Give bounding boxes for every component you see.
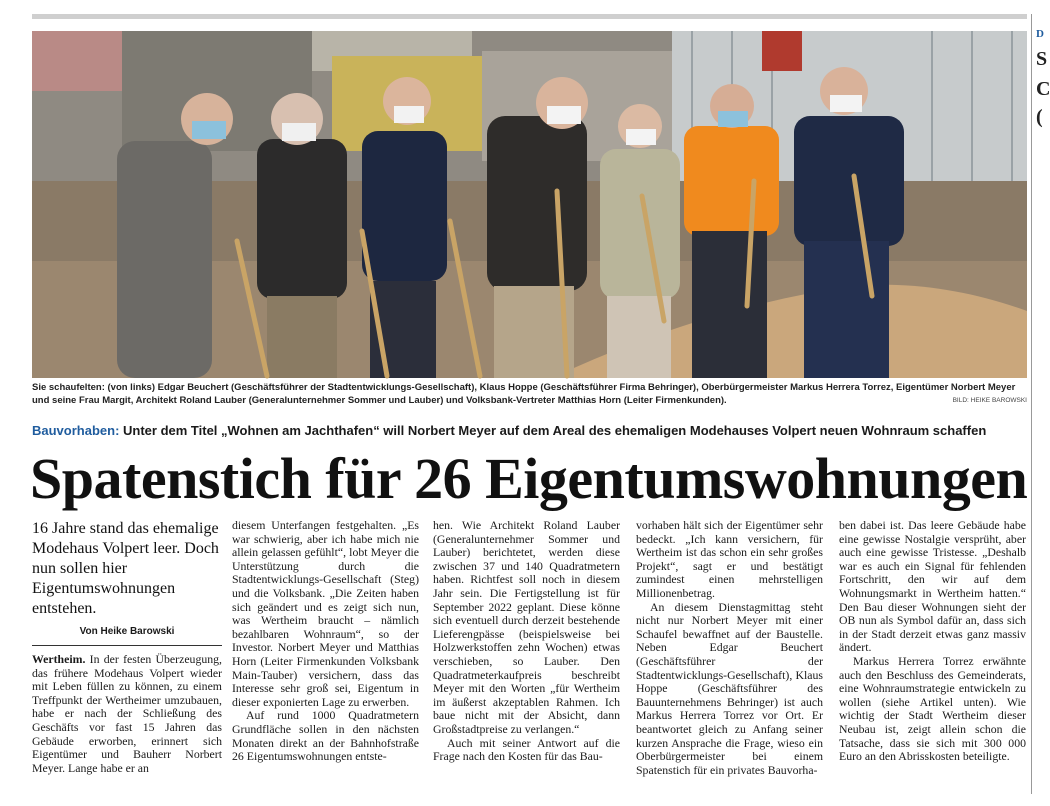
col4-para-2: An diesem Dienstagmittag steht nicht nur Norbert Meyer mit einer Schaufel bewaffnet auf der Baustelle. Neben Edgar Beuchert (Geschäftsführer der Stadtentwicklungs-Gesellschaft), Klaus Hoppe (Geschäftsführer des Bauunternehmens Behringer) ist auch Markus Herrera Torrez vor Ort. Er beantwortet gleich zu Anfang seiner kurzen Ansprache die Frage, wieso ein Oberbürgermeister bei einem Spatenstich für ein privates Bauvorha-	[636, 599, 823, 777]
photo-caption	[32, 382, 1027, 407]
col2-para-1: diesem Unterfangen festgehalten. „Es war schwierig, aber ich habe mich nie allein gelassen gefühlt“, lobt Meyer die Unterstützung durch die Stadtentwicklungs-Gesellschaft (Steg) und die Volksbank. „Die Zeiten haben sich geändert und es zeigt sich nun, was Wertheim braucht – nämlich bezahlbaren Wohnraum“, so der Investor. Norbert Meyer und Matthias Horn (Leiter Firmenkunden Volksbank Main-Tauber) versichern, dass das Interesse sehr groß sei, Eigentum in dieser exponierten Lage zu erwerben.	[232, 518, 419, 709]
edge-kicker: D	[1036, 28, 1044, 40]
col3-para-2: Auch mit seiner Antwort auf die Frage nach den Kosten für das Bau-	[433, 735, 620, 764]
byline-rule	[32, 645, 222, 646]
col5-para-2: Markus Herrera Torrez erwähnte auch den Beschluss des Gemeinderats, eine Wohnraumstrategie entwickeln zu wollen (siehe Artikel unten). Wie wichtig der Stadt Wertheim dieser Neubau ist, zeigt allein schon die Tatsache, dass sie sich mit 300 000 Euro an den Abrisskosten beteiligte.	[839, 653, 1026, 764]
edge-head-2: C	[1036, 78, 1050, 100]
dateline: Wertheim.	[32, 652, 86, 666]
col5-para-1: ben dabei ist. Das leere Gebäude habe eine gewisse Nostalgie versprüht, aber auch eine gewisse Tristesse. „Deshalb war es auch ein Signal für fehlenden Fortschritt, den wir auf dem Wohnungsmarkt in Wertheim hatten.“ Den Bau dieser Wohnungen sieht der OB nun als Symbol dafür an, dass sich in der Stadt derzeit etwas ganz massiv ändert.	[839, 518, 1026, 655]
column-1	[32, 653, 222, 775]
article-headline: Spatenstich für 26 Eigentumswohnungen	[30, 446, 1028, 511]
column-3	[433, 519, 620, 764]
col2-para-2: Auf rund 1000 Quadratmetern Grundfläche sollen in den nächsten Monaten direkt an der Bahnhofstraße 26 Eigentumswohnungen entste-	[232, 708, 419, 764]
column-5	[839, 519, 1026, 764]
article-kicker	[32, 423, 986, 438]
col3-para-1: hen. Wie Architekt Roland Lauber (Generalunternehmer Sommer und Lauber) berichtetet, werden diese zwischen 37 und 140 Quadratmetern haben. Richtfest soll noch in diesem Jahr sein. Die Fertigstellung ist für September 2022 geplant. Diese könne sich eventuell durch derzeit bestehende Lieferengpässe (beispielsweise bei Holzwerkstoffen zehn Wochen) etwas verschieben, so Lauber. Den Quadratmeterkaufpreis beschreibt Meyer mit den Worten „für Wertheim im äußerst akzeptablen Rahmen. Ich baue nicht mit der Absicht, dann Großstadtpreise zu verlangen.“	[433, 518, 620, 736]
kicker-text: Unter dem Titel „Wohnen am Jachthafen“ will Norbert Meyer auf dem Areal des ehemaligen Modehauses Volpert neuen Wohnraum schaffen	[119, 423, 987, 438]
edge-head-3: (	[1036, 106, 1043, 128]
edge-head-1: S	[1036, 48, 1048, 70]
article-photo	[32, 31, 1027, 378]
kicker-label: Bauvorhaben:	[32, 423, 120, 438]
column-2	[232, 519, 419, 764]
col1-text: In der festen Überzeugung, das frühere Modehaus Volpert wieder mit Leben füllen zu können, zu einem Treffpunkt der Wertheimer umzubauen, habe er nach der Schließung des Geschäfts vor fast 15 Jahren das Gebäude erworben, erinnert sich Eigentümer und Bauherr Norbert Meyer. Lange habe er an	[32, 652, 222, 775]
article-teaser: 16 Jahre stand das ehemalige Modehaus Volpert leer. Doch nun sollen hier Eigentumswohnungen entstehen.	[32, 520, 219, 617]
column-divider	[1031, 14, 1032, 794]
col4-para-1: vorhaben hält sich der Eigentümer sehr bedeckt. „Ich kann versichern, für Wertheim ist das schon ein sehr großes Projekt“, sagt er und bestätigt zumindest einen mehrstelligen Millionenbetrag.	[636, 518, 823, 600]
photo-credit: BILD: HEIKE BAROWSKI	[952, 397, 1027, 404]
top-rule	[32, 14, 1027, 19]
groundbreaking-photo	[32, 31, 1027, 378]
byline: Von Heike Barowski	[79, 626, 175, 637]
caption-text: Sie schaufelten: (von links) Edgar Beuchert (Geschäftsführer der Stadtentwicklungs-Gesellschaft), Klaus Hoppe (Geschäftsführer Firma Behringer), Oberbürgermeister Markus Herrera Torrez, Eigentümer Norbert Meyer und seine Frau Margit, Architekt Roland Lauber (Generalunternehmer Sommer und Lauber) und Volksbank-Vertreter Matthias Horn (Leiter Firmenkunden).	[32, 382, 1016, 406]
column-4	[636, 519, 823, 777]
